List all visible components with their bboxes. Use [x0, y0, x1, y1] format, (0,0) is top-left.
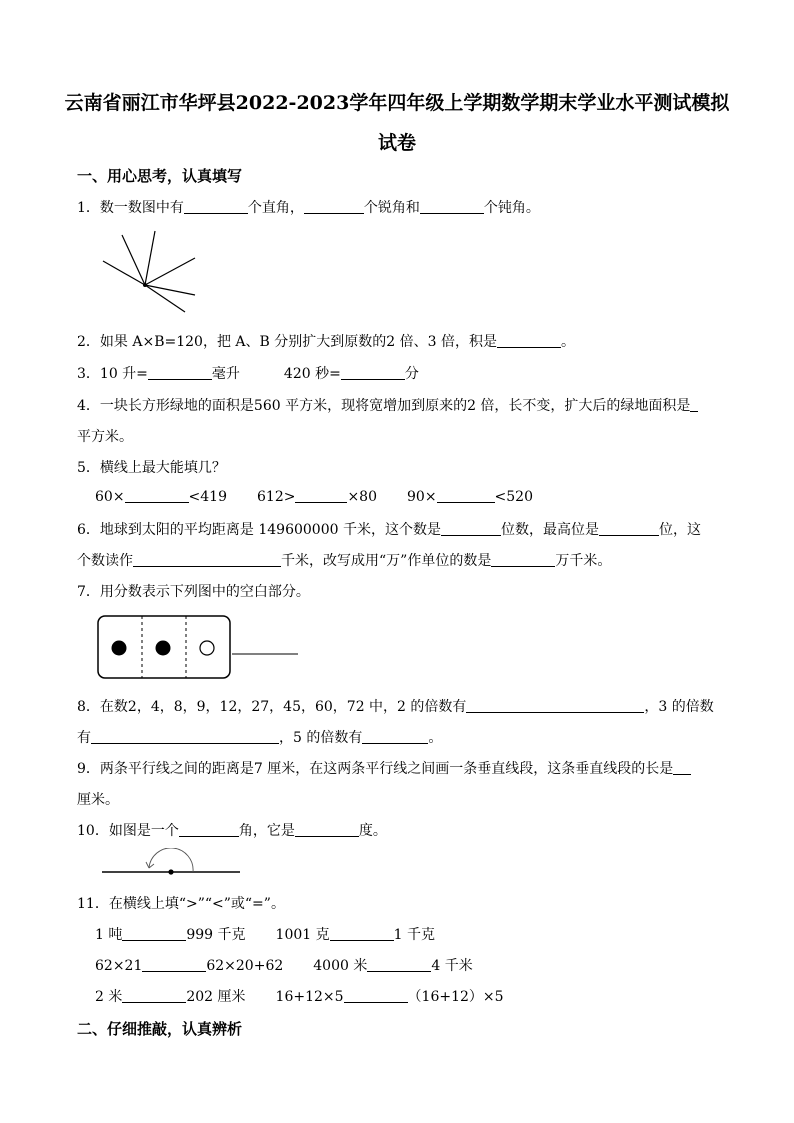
question-11-row3: 2 米 202 厘米 16+12×5 （16+12）×5 — [95, 989, 504, 1005]
straight-angle-figure — [100, 848, 242, 880]
answer-blank[interactable] — [179, 822, 239, 837]
question-6-line1: 6．地球到太阳的平均距离是 149600000 千米，这个数是 位数，最高位是 位，这 — [77, 522, 701, 538]
answer-blank[interactable] — [304, 199, 364, 214]
answer-blank[interactable] — [341, 365, 405, 380]
answer-blank[interactable] — [690, 397, 698, 412]
question-9-line1: 9．两条平行线之间的距离是7 厘米，在这两条平行线之间画一条垂直线段，这条垂直线段的长是 — [77, 758, 691, 778]
question-5: 5．横线上最大能填几？ — [77, 460, 226, 476]
answer-blank[interactable] — [497, 333, 561, 348]
answer-blank[interactable] — [437, 488, 495, 503]
fraction-box-figure — [96, 614, 302, 682]
answer-blank[interactable] — [184, 199, 248, 214]
answer-blank[interactable] — [362, 729, 428, 744]
exam-title-line2: 试卷 — [377, 132, 416, 154]
answer-blank[interactable] — [599, 521, 659, 536]
answer-blank[interactable] — [367, 957, 431, 972]
answer-blank[interactable] — [344, 988, 408, 1003]
question-11: 11．在横线上填“>”“<”或“=”。 — [77, 896, 285, 912]
answer-blank[interactable] — [330, 926, 394, 941]
answer-blank[interactable] — [466, 698, 644, 713]
answer-blank[interactable] — [673, 760, 691, 775]
section-heading-2: 二、仔细推敲，认真辨析 — [77, 1020, 243, 1038]
answer-blank[interactable] — [148, 365, 212, 380]
question-3: 3．10 升= 毫升 420 秒= 分 — [77, 366, 419, 382]
answer-blank[interactable] — [122, 926, 186, 941]
answer-blank[interactable] — [122, 988, 186, 1003]
answer-blank[interactable] — [125, 488, 189, 503]
answer-blank[interactable] — [441, 521, 501, 536]
question-1: 1．数一数图中有 个直角， 个锐角和 个钝角。 — [77, 200, 540, 216]
question-7: 7．用分数表示下列图中的空白部分。 — [77, 584, 310, 600]
answer-blank[interactable] — [142, 957, 206, 972]
question-11-row2: 62×21 62×20+62 4000 米 4 千米 — [95, 958, 473, 974]
question-2: 2．如果 A×B=120，把 A、B 分别扩大到原数的2 倍、3 倍，积是 。 — [77, 334, 575, 350]
question-4-line1: 4．一块长方形绿地的面积是560 平方米，现将宽增加到原来的2 倍，长不变，扩大后的绿地面积是 — [77, 395, 698, 415]
answer-blank[interactable] — [295, 822, 359, 837]
question-4-line2: 平方米。 — [77, 429, 133, 445]
question-9-line2: 厘米。 — [77, 792, 119, 808]
answer-blank[interactable] — [491, 552, 555, 567]
question-11-row1: 1 吨 999 千克 1001 克 1 千克 — [95, 927, 435, 943]
question-6-line2: 个数读作 千米，改写成用“万”作单位的数是 万千米。 — [77, 553, 612, 569]
question-10: 10．如图是一个 角，它是 度。 — [77, 823, 387, 839]
question-8-line2: 有 ，5 的倍数有 。 — [77, 730, 443, 746]
section-heading-1: 一、用心思考，认真填写 — [77, 167, 243, 185]
answer-blank[interactable] — [91, 729, 279, 744]
exam-title-line1: 云南省丽江市华坪县2022-2023学年四年级上学期数学期末学业水平测试模拟 — [64, 92, 730, 114]
answer-blank[interactable] — [133, 552, 281, 567]
answer-blank[interactable] — [420, 199, 484, 214]
question-5-items: 60× <419 612> ×80 90× <520 — [95, 489, 533, 505]
question-8-line1: 8．在数2，4，8，9，12，27，45，60，72 中，2 的倍数有 ，3 的倍数 — [77, 699, 714, 715]
angles-figure — [100, 228, 200, 318]
answer-blank[interactable] — [295, 488, 347, 503]
